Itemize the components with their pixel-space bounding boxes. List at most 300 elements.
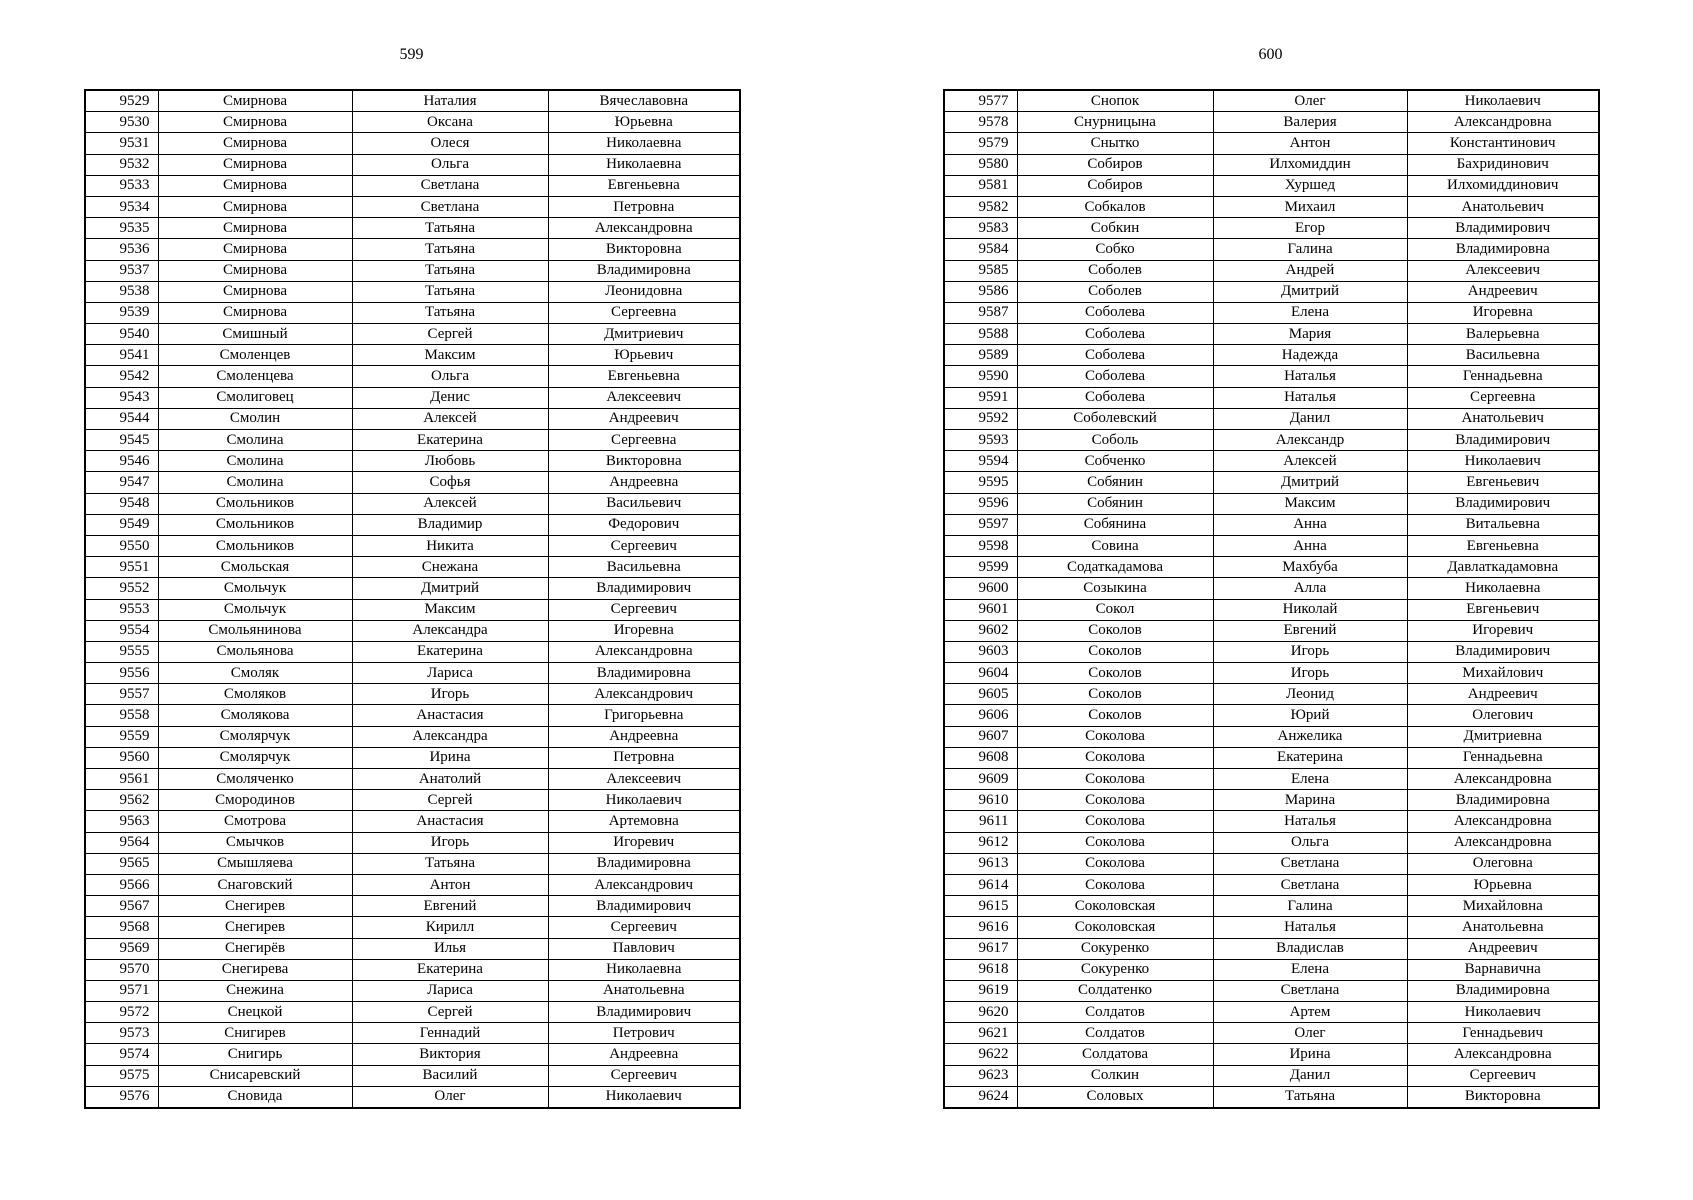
table-row xyxy=(85,620,740,641)
row-number-cell: 9583 xyxy=(944,218,1017,239)
row-number-cell: 9559 xyxy=(85,726,158,747)
table-row xyxy=(85,578,740,599)
first-name-cell: Александра xyxy=(352,726,548,747)
surname-cell: Смирнова xyxy=(158,239,352,260)
surname-cell: Снегирев xyxy=(158,896,352,917)
surname-cell: Соколов xyxy=(1017,641,1213,662)
first-name-cell: Андрей xyxy=(1213,260,1407,281)
row-number-cell: 9587 xyxy=(944,302,1017,323)
row-number-cell: 9549 xyxy=(85,514,158,535)
patronymic-cell: Витальевна xyxy=(1407,514,1599,535)
surname-cell: Совина xyxy=(1017,535,1213,556)
row-number-cell: 9600 xyxy=(944,578,1017,599)
table-row xyxy=(944,472,1599,493)
patronymic-cell: Анатольевна xyxy=(548,980,740,1001)
first-name-cell: Анна xyxy=(1213,514,1407,535)
table-row xyxy=(944,514,1599,535)
surname-cell: Смирнова xyxy=(158,281,352,302)
patronymic-cell: Петровна xyxy=(548,196,740,217)
table-row xyxy=(944,133,1599,154)
row-number-cell: 9543 xyxy=(85,387,158,408)
table-row xyxy=(944,578,1599,599)
patronymic-cell: Андреевич xyxy=(1407,938,1599,959)
table-row xyxy=(944,747,1599,768)
row-number-cell: 9552 xyxy=(85,578,158,599)
table-row xyxy=(85,1044,740,1065)
table-row xyxy=(85,90,740,112)
patronymic-cell: Сергеевич xyxy=(548,1065,740,1086)
patronymic-cell: Геннадьевна xyxy=(1407,366,1599,387)
table-row xyxy=(944,832,1599,853)
patronymic-cell: Васильевна xyxy=(1407,345,1599,366)
patronymic-cell: Юрьевна xyxy=(548,112,740,133)
patronymic-cell: Владимирович xyxy=(548,578,740,599)
table-row xyxy=(85,366,740,387)
patronymic-cell: Викторовна xyxy=(548,451,740,472)
patronymic-cell: Андреевна xyxy=(548,726,740,747)
surname-cell: Снурницына xyxy=(1017,112,1213,133)
table-row xyxy=(85,832,740,853)
patronymic-cell: Геннадьевич xyxy=(1407,1023,1599,1044)
surname-cell: Соболева xyxy=(1017,387,1213,408)
surname-cell: Снисаревский xyxy=(158,1065,352,1086)
table-row xyxy=(944,726,1599,747)
first-name-cell: Валерия xyxy=(1213,112,1407,133)
patronymic-cell: Игоревич xyxy=(548,832,740,853)
first-name-cell: Елена xyxy=(1213,769,1407,790)
patronymic-cell: Бахридинович xyxy=(1407,154,1599,175)
table-row xyxy=(85,1023,740,1044)
first-name-cell: Геннадий xyxy=(352,1023,548,1044)
row-number-cell: 9536 xyxy=(85,239,158,260)
table-row xyxy=(85,239,740,260)
surname-cell: Собиров xyxy=(1017,154,1213,175)
row-number-cell: 9564 xyxy=(85,832,158,853)
first-name-cell: Анжелика xyxy=(1213,726,1407,747)
row-number-cell: 9622 xyxy=(944,1044,1017,1065)
patronymic-cell: Владимировна xyxy=(1407,239,1599,260)
table-row xyxy=(944,175,1599,196)
table-row xyxy=(85,747,740,768)
first-name-cell: Алла xyxy=(1213,578,1407,599)
surname-cell: Собкин xyxy=(1017,218,1213,239)
surname-cell: Снежина xyxy=(158,980,352,1001)
table-row xyxy=(85,133,740,154)
surname-cell: Смычков xyxy=(158,832,352,853)
first-name-cell: Кирилл xyxy=(352,917,548,938)
row-number-cell: 9560 xyxy=(85,747,158,768)
table-row xyxy=(944,959,1599,980)
table-row xyxy=(944,980,1599,1001)
first-name-cell: Светлана xyxy=(1213,853,1407,874)
first-name-cell: Алексей xyxy=(352,408,548,429)
surname-cell: Смолякова xyxy=(158,705,352,726)
table-row xyxy=(85,769,740,790)
surname-cell: Смолин xyxy=(158,408,352,429)
first-name-cell: Леонид xyxy=(1213,684,1407,705)
patronymic-cell: Владимирович xyxy=(548,1002,740,1023)
table-row xyxy=(944,874,1599,895)
table-row xyxy=(944,1002,1599,1023)
row-number-cell: 9619 xyxy=(944,980,1017,1001)
surname-cell: Смольянова xyxy=(158,641,352,662)
patronymic-cell: Николаевна xyxy=(1407,578,1599,599)
patronymic-cell: Алексеевич xyxy=(548,769,740,790)
first-name-cell: Наталья xyxy=(1213,811,1407,832)
patronymic-cell: Владимировна xyxy=(1407,790,1599,811)
first-name-cell: Хуршед xyxy=(1213,175,1407,196)
table-row xyxy=(944,684,1599,705)
patronymic-cell: Александровна xyxy=(1407,1044,1599,1065)
patronymic-cell: Владимировна xyxy=(1407,980,1599,1001)
row-number-cell: 9538 xyxy=(85,281,158,302)
table-row xyxy=(944,345,1599,366)
first-name-cell: Елена xyxy=(1213,302,1407,323)
table-row xyxy=(85,196,740,217)
first-name-cell: Софья xyxy=(352,472,548,493)
row-number-cell: 9565 xyxy=(85,853,158,874)
surname-cell: Солдатов xyxy=(1017,1023,1213,1044)
row-number-cell: 9599 xyxy=(944,557,1017,578)
row-number-cell: 9612 xyxy=(944,832,1017,853)
table-row xyxy=(944,938,1599,959)
table-row xyxy=(944,302,1599,323)
row-number-cell: 9597 xyxy=(944,514,1017,535)
surname-cell: Соловых xyxy=(1017,1086,1213,1108)
surname-cell: Смольников xyxy=(158,535,352,556)
patronymic-cell: Игоревна xyxy=(548,620,740,641)
first-name-cell: Максим xyxy=(352,345,548,366)
surname-cell: Смирнова xyxy=(158,112,352,133)
patronymic-cell: Владимирович xyxy=(548,896,740,917)
first-name-cell: Татьяна xyxy=(1213,1086,1407,1108)
row-number-cell: 9593 xyxy=(944,430,1017,451)
patronymic-cell: Сергеевна xyxy=(548,430,740,451)
patronymic-cell: Дмитриевич xyxy=(548,324,740,345)
surname-cell: Соболь xyxy=(1017,430,1213,451)
surname-cell: Собянин xyxy=(1017,493,1213,514)
table-row xyxy=(85,408,740,429)
patronymic-cell: Анатольевна xyxy=(1407,917,1599,938)
table-row xyxy=(944,430,1599,451)
row-number-cell: 9572 xyxy=(85,1002,158,1023)
table-row xyxy=(944,853,1599,874)
row-number-cell: 9579 xyxy=(944,133,1017,154)
surname-cell: Смолина xyxy=(158,451,352,472)
first-name-cell: Светлана xyxy=(352,175,548,196)
table-row xyxy=(944,705,1599,726)
row-number-cell: 9568 xyxy=(85,917,158,938)
table-row xyxy=(944,1044,1599,1065)
table-row xyxy=(85,938,740,959)
row-number-cell: 9534 xyxy=(85,196,158,217)
row-number-cell: 9615 xyxy=(944,896,1017,917)
table-row xyxy=(85,281,740,302)
row-number-cell: 9617 xyxy=(944,938,1017,959)
patronymic-cell: Николаевна xyxy=(548,133,740,154)
surname-cell: Соколова xyxy=(1017,790,1213,811)
first-name-cell: Екатерина xyxy=(352,641,548,662)
table-row xyxy=(85,472,740,493)
row-number-cell: 9575 xyxy=(85,1065,158,1086)
patronymic-cell: Давлаткадамовна xyxy=(1407,557,1599,578)
patronymic-cell: Викторовна xyxy=(1407,1086,1599,1108)
register-table-right xyxy=(943,89,1600,1109)
table-row xyxy=(85,175,740,196)
patronymic-cell: Андреевна xyxy=(548,472,740,493)
row-number-cell: 9531 xyxy=(85,133,158,154)
table-row xyxy=(85,112,740,133)
row-number-cell: 9554 xyxy=(85,620,158,641)
surname-cell: Снопок xyxy=(1017,90,1213,112)
row-number-cell: 9571 xyxy=(85,980,158,1001)
register-table-body-left xyxy=(85,90,740,1108)
row-number-cell: 9577 xyxy=(944,90,1017,112)
first-name-cell: Виктория xyxy=(352,1044,548,1065)
surname-cell: Сокол xyxy=(1017,599,1213,620)
patronymic-cell: Михайловна xyxy=(1407,896,1599,917)
surname-cell: Смолина xyxy=(158,430,352,451)
row-number-cell: 9591 xyxy=(944,387,1017,408)
row-number-cell: 9607 xyxy=(944,726,1017,747)
table-row xyxy=(85,493,740,514)
surname-cell: Смирнова xyxy=(158,133,352,154)
row-number-cell: 9620 xyxy=(944,1002,1017,1023)
patronymic-cell: Сергеевич xyxy=(548,599,740,620)
row-number-cell: 9614 xyxy=(944,874,1017,895)
row-number-cell: 9578 xyxy=(944,112,1017,133)
first-name-cell: Егор xyxy=(1213,218,1407,239)
first-name-cell: Алексей xyxy=(352,493,548,514)
row-number-cell: 9610 xyxy=(944,790,1017,811)
first-name-cell: Снежана xyxy=(352,557,548,578)
table-row xyxy=(944,557,1599,578)
patronymic-cell: Павлович xyxy=(548,938,740,959)
first-name-cell: Николай xyxy=(1213,599,1407,620)
table-row xyxy=(944,641,1599,662)
register-table-body-right xyxy=(944,90,1599,1108)
row-number-cell: 9558 xyxy=(85,705,158,726)
surname-cell: Смирнова xyxy=(158,302,352,323)
patronymic-cell: Владимирович xyxy=(1407,218,1599,239)
surname-cell: Снегирева xyxy=(158,959,352,980)
row-number-cell: 9562 xyxy=(85,790,158,811)
surname-cell: Соболева xyxy=(1017,345,1213,366)
table-row xyxy=(944,917,1599,938)
surname-cell: Снегирёв xyxy=(158,938,352,959)
patronymic-cell: Владимирович xyxy=(1407,493,1599,514)
first-name-cell: Евгений xyxy=(352,896,548,917)
surname-cell: Соколова xyxy=(1017,769,1213,790)
patronymic-cell: Николаевич xyxy=(1407,90,1599,112)
surname-cell: Собянина xyxy=(1017,514,1213,535)
first-name-cell: Анна xyxy=(1213,535,1407,556)
table-row xyxy=(944,324,1599,345)
first-name-cell: Дмитрий xyxy=(1213,472,1407,493)
surname-cell: Смотрова xyxy=(158,811,352,832)
table-row xyxy=(85,705,740,726)
first-name-cell: Данил xyxy=(1213,408,1407,429)
row-number-cell: 9581 xyxy=(944,175,1017,196)
first-name-cell: Ольга xyxy=(1213,832,1407,853)
patronymic-cell: Владимирович xyxy=(1407,430,1599,451)
first-name-cell: Александр xyxy=(1213,430,1407,451)
table-row xyxy=(944,196,1599,217)
row-number-cell: 9551 xyxy=(85,557,158,578)
first-name-cell: Данил xyxy=(1213,1065,1407,1086)
row-number-cell: 9553 xyxy=(85,599,158,620)
patronymic-cell: Александровна xyxy=(1407,112,1599,133)
surname-cell: Соболева xyxy=(1017,366,1213,387)
patronymic-cell: Александровна xyxy=(548,218,740,239)
row-number-cell: 9621 xyxy=(944,1023,1017,1044)
first-name-cell: Татьяна xyxy=(352,239,548,260)
row-number-cell: 9573 xyxy=(85,1023,158,1044)
patronymic-cell: Алексеевич xyxy=(1407,260,1599,281)
first-name-cell: Махбуба xyxy=(1213,557,1407,578)
surname-cell: Смирнова xyxy=(158,90,352,112)
first-name-cell: Лариса xyxy=(352,980,548,1001)
surname-cell: Соколовская xyxy=(1017,896,1213,917)
first-name-cell: Олег xyxy=(352,1086,548,1108)
row-number-cell: 9566 xyxy=(85,874,158,895)
table-row xyxy=(85,896,740,917)
patronymic-cell: Петрович xyxy=(548,1023,740,1044)
table-row xyxy=(944,387,1599,408)
first-name-cell: Игорь xyxy=(352,832,548,853)
row-number-cell: 9548 xyxy=(85,493,158,514)
patronymic-cell: Александровна xyxy=(1407,832,1599,853)
table-row xyxy=(85,980,740,1001)
table-row xyxy=(85,218,740,239)
table-row xyxy=(85,959,740,980)
table-row xyxy=(944,769,1599,790)
row-number-cell: 9570 xyxy=(85,959,158,980)
first-name-cell: Никита xyxy=(352,535,548,556)
surname-cell: Собянин xyxy=(1017,472,1213,493)
surname-cell: Содаткадамова xyxy=(1017,557,1213,578)
table-row xyxy=(944,790,1599,811)
surname-cell: Созыкина xyxy=(1017,578,1213,599)
row-number-cell: 9590 xyxy=(944,366,1017,387)
row-number-cell: 9624 xyxy=(944,1086,1017,1108)
patronymic-cell: Илхомиддинович xyxy=(1407,175,1599,196)
first-name-cell: Надежда xyxy=(1213,345,1407,366)
patronymic-cell: Николаевна xyxy=(548,959,740,980)
surname-cell: Смышляева xyxy=(158,853,352,874)
first-name-cell: Екатерина xyxy=(352,430,548,451)
surname-cell: Соколов xyxy=(1017,620,1213,641)
row-number-cell: 9540 xyxy=(85,324,158,345)
row-number-cell: 9608 xyxy=(944,747,1017,768)
patronymic-cell: Михайлович xyxy=(1407,663,1599,684)
row-number-cell: 9546 xyxy=(85,451,158,472)
surname-cell: Соколова xyxy=(1017,874,1213,895)
patronymic-cell: Евгеньевна xyxy=(548,366,740,387)
first-name-cell: Екатерина xyxy=(352,959,548,980)
patronymic-cell: Олеговна xyxy=(1407,853,1599,874)
surname-cell: Снаговский xyxy=(158,874,352,895)
first-name-cell: Илья xyxy=(352,938,548,959)
row-number-cell: 9545 xyxy=(85,430,158,451)
row-number-cell: 9533 xyxy=(85,175,158,196)
first-name-cell: Елена xyxy=(1213,959,1407,980)
first-name-cell: Анастасия xyxy=(352,811,548,832)
first-name-cell: Галина xyxy=(1213,896,1407,917)
table-row xyxy=(85,154,740,175)
surname-cell: Собко xyxy=(1017,239,1213,260)
patronymic-cell: Алексеевич xyxy=(548,387,740,408)
first-name-cell: Максим xyxy=(1213,493,1407,514)
patronymic-cell: Александрович xyxy=(548,874,740,895)
patronymic-cell: Владимирович xyxy=(1407,641,1599,662)
row-number-cell: 9561 xyxy=(85,769,158,790)
table-row xyxy=(85,1065,740,1086)
surname-cell: Снигирь xyxy=(158,1044,352,1065)
surname-cell: Снецкой xyxy=(158,1002,352,1023)
table-row xyxy=(85,684,740,705)
table-row xyxy=(85,260,740,281)
first-name-cell: Ольга xyxy=(352,154,548,175)
table-row xyxy=(944,260,1599,281)
patronymic-cell: Александровна xyxy=(1407,769,1599,790)
table-row xyxy=(944,408,1599,429)
table-row xyxy=(85,641,740,662)
first-name-cell: Оксана xyxy=(352,112,548,133)
table-row xyxy=(85,599,740,620)
row-number-cell: 9530 xyxy=(85,112,158,133)
row-number-cell: 9555 xyxy=(85,641,158,662)
table-row xyxy=(944,896,1599,917)
surname-cell: Смоленцева xyxy=(158,366,352,387)
surname-cell: Смольников xyxy=(158,514,352,535)
first-name-cell: Максим xyxy=(352,599,548,620)
first-name-cell: Игорь xyxy=(1213,663,1407,684)
surname-cell: Собкалов xyxy=(1017,196,1213,217)
row-number-cell: 9574 xyxy=(85,1044,158,1065)
page-number-left: 599 xyxy=(399,46,424,63)
patronymic-cell: Николаевич xyxy=(1407,451,1599,472)
surname-cell: Сокуренко xyxy=(1017,938,1213,959)
surname-cell: Соколовская xyxy=(1017,917,1213,938)
first-name-cell: Олег xyxy=(1213,1023,1407,1044)
patronymic-cell: Дмитриевна xyxy=(1407,726,1599,747)
surname-cell: Смольчук xyxy=(158,578,352,599)
table-row xyxy=(85,917,740,938)
surname-cell: Соколов xyxy=(1017,705,1213,726)
surname-cell: Соколов xyxy=(1017,663,1213,684)
row-number-cell: 9595 xyxy=(944,472,1017,493)
first-name-cell: Игорь xyxy=(1213,641,1407,662)
row-number-cell: 9556 xyxy=(85,663,158,684)
table-row xyxy=(85,874,740,895)
row-number-cell: 9532 xyxy=(85,154,158,175)
patronymic-cell: Леонидовна xyxy=(548,281,740,302)
first-name-cell: Светлана xyxy=(1213,980,1407,1001)
patronymic-cell: Евгеньевич xyxy=(1407,599,1599,620)
table-row xyxy=(85,514,740,535)
table-row xyxy=(944,281,1599,302)
patronymic-cell: Николаевич xyxy=(548,1086,740,1108)
first-name-cell: Михаил xyxy=(1213,196,1407,217)
row-number-cell: 9588 xyxy=(944,324,1017,345)
surname-cell: Смирнова xyxy=(158,218,352,239)
row-number-cell: 9563 xyxy=(85,811,158,832)
surname-cell: Соколова xyxy=(1017,811,1213,832)
table-row xyxy=(944,1086,1599,1108)
table-row xyxy=(944,599,1599,620)
first-name-cell: Игорь xyxy=(352,684,548,705)
